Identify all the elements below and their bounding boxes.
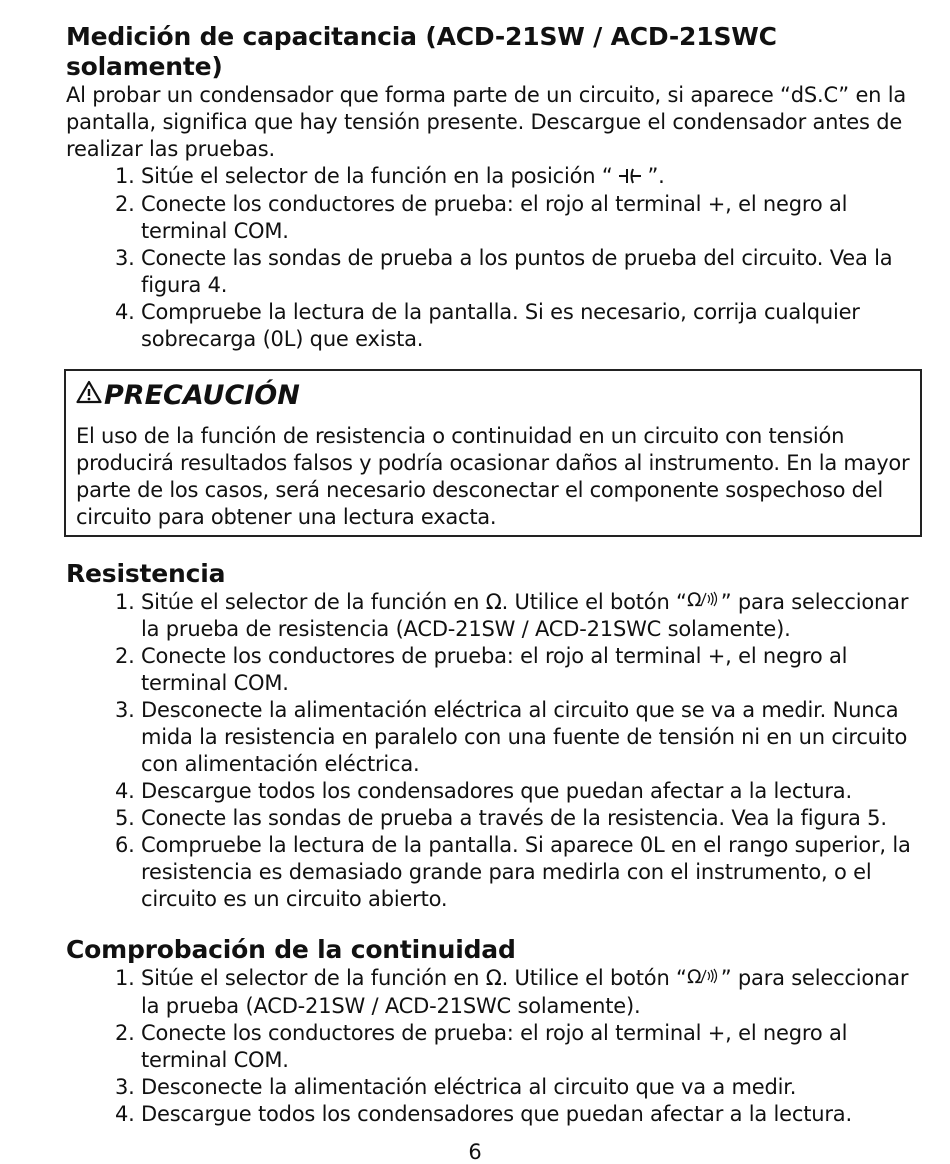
caution-title-text: PRECAUCIÓN bbox=[104, 379, 300, 411]
caution-title bbox=[76, 377, 920, 415]
ohm-continuity-icon bbox=[687, 966, 721, 993]
continuity-section bbox=[66, 935, 926, 1128]
list-item: 2. Conecte los conductores de prueba: el rojo al terminal +, el negro al terminal COM. bbox=[115, 191, 848, 243]
caution-text: El uso de la función de resistencia o continuidad en un circuito con tensión producirá resultados falsos y podría ocasionar daños al instrumento. En la mayor parte de los casos, será necesario desconectar el componente sospechoso del circuito para obtener una lectura exacta. bbox=[76, 423, 910, 529]
continuity-steps bbox=[66, 965, 926, 1128]
continuity-heading: Comprobación de la continuidad bbox=[66, 935, 516, 964]
list-item: 4. Descargue todos los condensadores que puedan afectar a la lectura. bbox=[115, 779, 852, 803]
list-item: 3. Desconecte la alimentación eléctrica al circuito que se va a medir. Nunca mida la resistencia en paralelo con una fuente de tensión ni en un circuito con alimentación eléctrica. bbox=[115, 698, 908, 776]
manual-page bbox=[66, 22, 926, 1128]
caution-box bbox=[64, 369, 922, 537]
list-item: 6. Compruebe la lectura de la pantalla. Si aparece 0L en el rango superior, la resistencia es demasiado grande para medirla con el instrumento, o el circuito es un circuito abierto. bbox=[115, 833, 911, 911]
list-item: 1. Sitúe el selector de la función en Ω. Utilice el botón “ Ω ” para seleccionar la prueba de resistencia (ACD-21SW / ACD-21SWC solamente). bbox=[115, 589, 909, 641]
list-item: 2. Conecte los conductores de prueba: el rojo al terminal +, el negro al terminal COM. bbox=[115, 644, 848, 695]
svg-text:Ω: Ω bbox=[686, 589, 702, 609]
capacitance-section bbox=[66, 22, 926, 353]
svg-text:Ω: Ω bbox=[686, 965, 702, 986]
list-item: 4. Descargue todos los condensadores que puedan afectar a la lectura. bbox=[115, 1101, 852, 1126]
ohm-continuity-icon bbox=[687, 589, 721, 616]
warning-triangle-icon bbox=[76, 377, 104, 415]
resistance-heading: Resistencia bbox=[66, 558, 226, 588]
capacitance-intro: Al probar un condensador que forma parte de un circuito, si aparece “dS.C” en la pantalla, significa que hay tensión presente. Descargue el condensador antes de realizar las pruebas. bbox=[66, 83, 907, 161]
list-item: 1. Sitúe el selector de la función en la posición “ ”. bbox=[66, 163, 926, 191]
resistance-section bbox=[66, 559, 926, 914]
list-item: 3. Desconecte la alimentación eléctrica al circuito que va a medir. bbox=[115, 1074, 797, 1099]
list-item: 5. Conecte las sondas de prueba a través de la resistencia. Vea la figura 5. bbox=[115, 806, 887, 830]
list-item: 1. Sitúe el selector de la función en Ω. Utilice el botón “ Ω ” para seleccionar la prueba (ACD-21SW / ACD-21SWC solamente). bbox=[115, 965, 909, 1018]
resistance-steps bbox=[66, 589, 926, 914]
list-item: 4. Compruebe la lectura de la pantalla. Si es necesario, corrija cualquier sobrecarga (0L) que exista. bbox=[115, 299, 860, 351]
capacitance-steps bbox=[66, 163, 926, 353]
page-number: 6 bbox=[468, 1140, 482, 1164]
list-item: 3. Conecte las sondas de prueba a los puntos de prueba del circuito. Vea la figura 4. bbox=[115, 245, 893, 297]
list-item: 2. Conecte los conductores de prueba: el rojo al terminal +, el negro al terminal COM. bbox=[115, 1020, 848, 1072]
capacitance-heading: Medición de capacitancia (ACD-21SW / ACD-21SWC solamente) bbox=[66, 22, 777, 81]
capacitor-symbol-icon bbox=[619, 164, 641, 191]
